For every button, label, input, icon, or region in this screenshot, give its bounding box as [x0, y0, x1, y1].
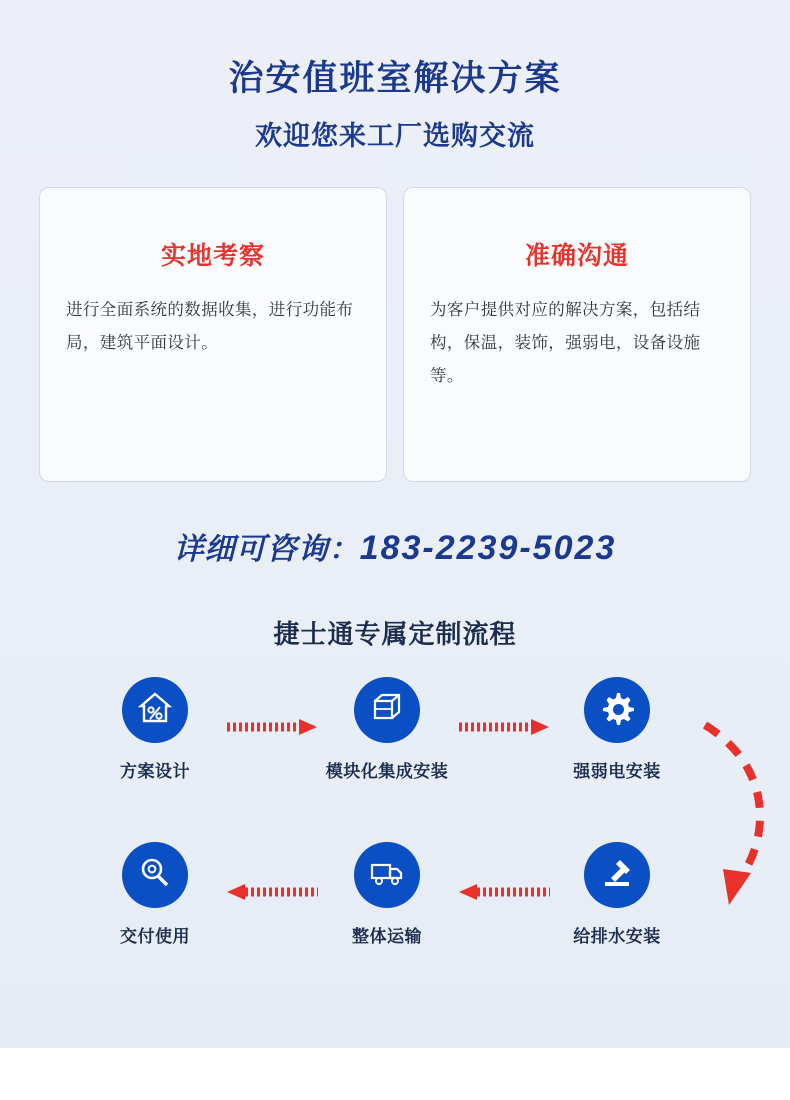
- card-text: 进行全面系统的数据收集，进行功能布局，建筑平面设计。: [66, 301, 354, 352]
- info-card-list: [39, 187, 751, 482]
- contact-line: [0, 524, 790, 568]
- magnifier-key-icon: [136, 854, 174, 897]
- cube-module-icon: [368, 689, 406, 732]
- step-label: 给排水安装: [573, 927, 661, 946]
- process-step-5: [317, 842, 457, 947]
- process-step-6: [85, 842, 225, 947]
- bottom-white-band: [0, 1048, 790, 1100]
- card-title: 准确沟通: [524, 242, 629, 270]
- gear-icon: [598, 689, 636, 732]
- step-icon-circle: [584, 677, 650, 743]
- step-label: 强弱电安装: [573, 762, 661, 781]
- step-label: 方案设计: [120, 762, 190, 781]
- flow-arrow-left-2: [225, 882, 320, 902]
- info-card-survey: [39, 187, 387, 482]
- flow-arrow-right-1: [225, 717, 320, 737]
- step-icon-circle: [122, 842, 188, 908]
- house-percent-icon: [136, 689, 174, 732]
- contact-phone-number: 183-2239-5023: [359, 529, 617, 567]
- step-icon-circle: [122, 677, 188, 743]
- process-section-title: 捷士通专属定制流程: [273, 619, 517, 649]
- info-card-communication: [403, 187, 751, 482]
- step-label: 模块化集成安装: [325, 762, 449, 781]
- step-icon-circle: [354, 842, 420, 908]
- process-step-4: [547, 842, 687, 947]
- step-label: 整体运输: [352, 927, 422, 946]
- process-step-1: [85, 677, 225, 782]
- process-flow-diagram: [45, 677, 745, 987]
- step-icon-circle: [354, 677, 420, 743]
- page-title: 治安值班室解决方案: [228, 59, 562, 98]
- flow-arrow-left-1: [457, 882, 552, 902]
- truck-icon: [368, 854, 406, 897]
- card-text: 为客户提供对应的解决方案，包括结构，保温，装饰，强弱电，设备设施等。: [430, 301, 701, 385]
- card-title: 实地考察: [160, 242, 265, 270]
- contact-label: 详细可咨询：: [173, 533, 360, 566]
- page-subtitle: 欢迎您来工厂选购交流: [255, 121, 535, 151]
- hammer-pipe-icon: [598, 854, 636, 897]
- step-icon-circle: [584, 842, 650, 908]
- step-label: 交付使用: [120, 927, 190, 946]
- header: [0, 0, 790, 153]
- process-step-2: [317, 677, 457, 782]
- flow-arrow-right-2: [457, 717, 552, 737]
